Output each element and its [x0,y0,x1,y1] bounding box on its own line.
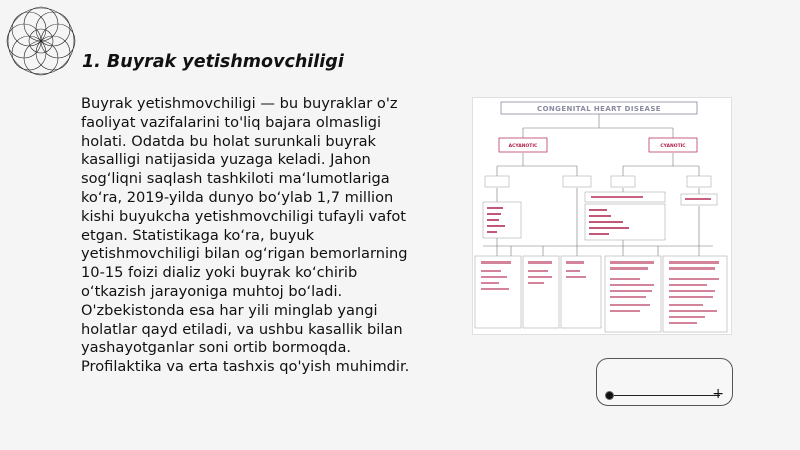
media-scrubber-control[interactable] [596,358,733,406]
record-dot-icon[interactable] [605,391,614,400]
slide-body-text: Buyrak yetishmovchiligi — bu buyraklar o'z faoliyat vazifalarini to'liq bajara olmasligi holati. Odatda bu holat surunkali buyrak kasalligi natijasida yuzaga keladi. Jahon sog‘liqni saqlash tashkiloti ma‘lumotlariga ko‘ra, 2019-yilda dunyo bo‘ylab 1,7 million kishi buyukcha yetishmovchiligi tufayli vafot etgan. Statistikaga ko‘ra, buyuk yetishmovchiligi bilan og‘rigan bemorlarning 10-15 foizi dializ yoki buyrak ko‘chirib o‘tkazish jarayoniga muhtoj bo‘ladi. O'zbekistonda esa har yili minglab yangi holatlar qayd etiladi, va ushbu kasallik bilan yashayotganlar soni ortib bormoqda. Profilaktika va erta tashxis qo'yish muhimdir. [81,95,410,376]
flowchart-left-branch: ACYANOTIC [508,144,538,149]
flowchart-image [472,97,732,335]
flowchart-right-branch: CYANOTIC [660,144,686,149]
circular-wireframe-logo-icon [6,6,76,76]
flowchart-title: CONGENITAL HEART DISEASE [537,105,661,113]
scrubber-track[interactable] [609,395,720,396]
slide-title: 1. Buyrak yetishmovchiligi [82,52,344,72]
plus-icon[interactable]: + [712,386,724,402]
